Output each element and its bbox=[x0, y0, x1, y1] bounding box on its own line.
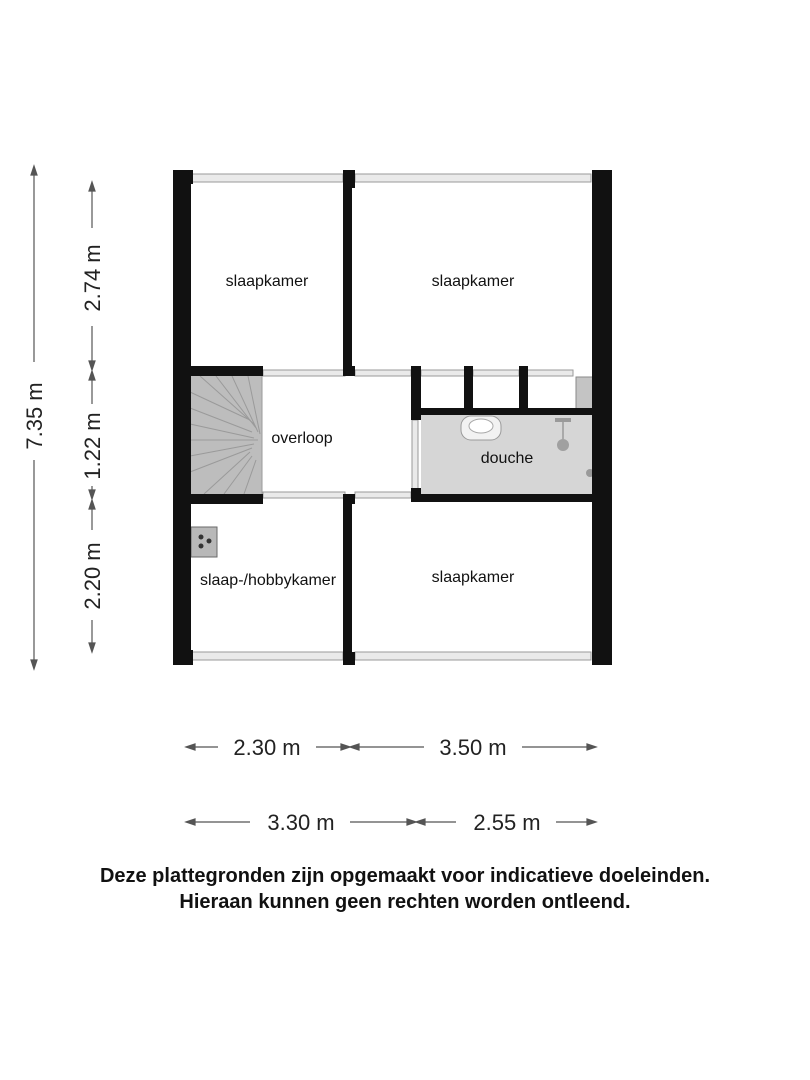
dimension-label-width-right-upper: 3.50 m bbox=[439, 735, 507, 760]
boiler-unit bbox=[191, 527, 217, 557]
disclaimer-line-1: Deze plattegronden zijn opgemaakt voor indicatieve doeleinden. bbox=[99, 865, 711, 887]
dimension-label-width-left-upper: 2.30 m bbox=[233, 735, 301, 760]
dimension-label-width-left-lower: 3.30 m bbox=[267, 810, 335, 835]
room-label-bedroom-top-left: slaapkamer bbox=[225, 273, 309, 290]
room-label-bedroom-top-right: slaapkamer bbox=[431, 273, 515, 290]
room-label-bedroom-bottom-right: slaapkamer bbox=[431, 569, 515, 586]
washbasin bbox=[461, 416, 501, 440]
room-label-shower: douche bbox=[480, 450, 534, 467]
room-label-landing: overloop bbox=[271, 430, 333, 447]
disclaimer-line-2: Hieraan kunnen geen rechten worden ontleend. bbox=[179, 891, 631, 913]
dimension-label-middle-height: 1.22 m bbox=[80, 412, 105, 480]
room-label-hobby-room: slaap-/hobbykamer bbox=[199, 572, 337, 589]
dimension-label-total-height: 7.35 m bbox=[22, 382, 47, 450]
dimension-label-width-right-lower: 2.55 m bbox=[473, 810, 541, 835]
dimension-label-top-height: 2.74 m bbox=[80, 244, 105, 312]
dimension-label-bottom-height: 2.20 m bbox=[80, 542, 105, 610]
